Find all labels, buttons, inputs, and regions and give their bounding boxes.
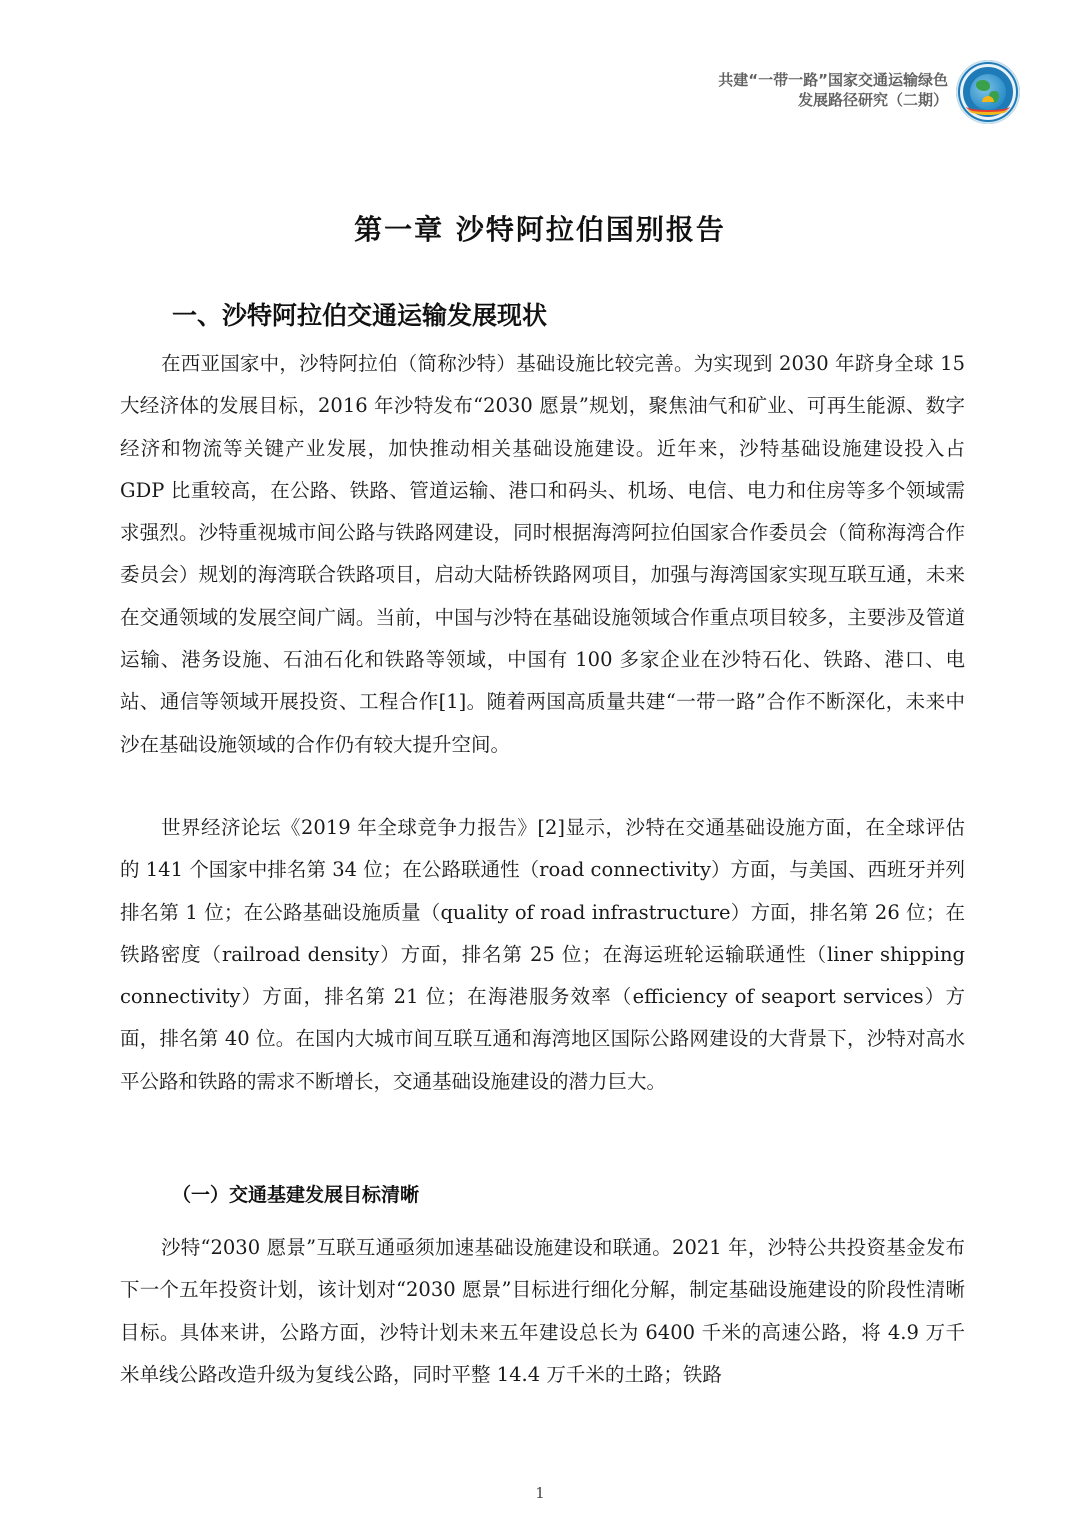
running-header — [718, 70, 948, 110]
page-number: 1 — [535, 1484, 545, 1502]
body-paragraph-1: 在西亚国家中，沙特阿拉伯（简称沙特）基础设施比较完善。为实现到 2030 年跻身全球 15 大经济体的发展目标，2016 年沙特发布“2030 愿景”规划，聚焦油气和矿业、可再生能源、数字经济和物流等关键产业发展，加快推动相关基础设施建设。近年来，沙特基础设施建设投入占 GDP 比重较高，在公路、铁路、管道运输、港口和码头、机场、电信、电力和住房等多个领域需求强烈。沙特重视城市间公路与铁路网建设，同时根据海湾阿拉伯国家合作委员会（简称海湾合作委员会）规划的海湾联合铁路项目，启动大陆桥铁路网项目，加强与海湾国家实现互联互通，未来在交通领域的发展空间广阔。当前，中国与沙特在基础设施领域合作重点项目较多，主要涉及管道运输、港务设施、石油石化和铁路等领域，中国有 100 多家企业在沙特石化、铁路、港口、电站、通信等领域开展投资、工程合作[1]。随着两国高质量共建“一带一路”合作不断深化，未来中沙在基础设施领域的合作仍有较大提升空间。 — [120, 352, 965, 756]
section-title: 一、沙特阿拉伯交通运输发展现状 — [172, 301, 548, 330]
header-title-line-1: 共建“一带一路”国家交通运输绿色 — [718, 71, 948, 89]
body-paragraph-2: 世界经济论坛《2019 年全球竞争力报告》[2]显示，沙特在交通基础设施方面，在全球评估的 141 个国家中排名第 34 位；在公路联通性（road connectivity）方面，与美国、西班牙并列排名第 1 位；在公路基础设施质量（quality of road infrastructure）方面，排名第 26 位；在铁路密度（railroad density）方面，排名第 25 位；在海运班轮运输联通性（liner shipping connectivity）方面，排名第 21 位；在海港服务效率（efficiency of seaport services）方面，排名第 40 位。在国内大城市间互联互通和海湾地区国际公路网建设的大背景下，沙特对高水平公路和铁路的需求不断增长，交通基础设施建设的潜力巨大。 — [120, 816, 965, 1093]
globe-logo-icon — [956, 60, 1020, 124]
header-title-line-2: 发展路径研究（二期） — [797, 91, 948, 109]
subsection-title: （一）交通基建发展目标清晰 — [172, 1184, 420, 1206]
chapter-title: 第一章 沙特阿拉伯国别报告 — [354, 213, 726, 246]
body-paragraph-3: 沙特“2030 愿景”互联互通亟须加速基础设施建设和联通。2021 年，沙特公共投资基金发布下一个五年投资计划，该计划对“2030 愿景”目标进行细化分解，制定基础设施建设的阶段性清晰目标。具体来讲，公路方面，沙特计划未来五年建设总长为 6400 千米的高速公路，将 4.9 万千米单线公路改造升级为复线公路，同时平整 14.4 万千米的土路；铁路 — [120, 1236, 965, 1386]
